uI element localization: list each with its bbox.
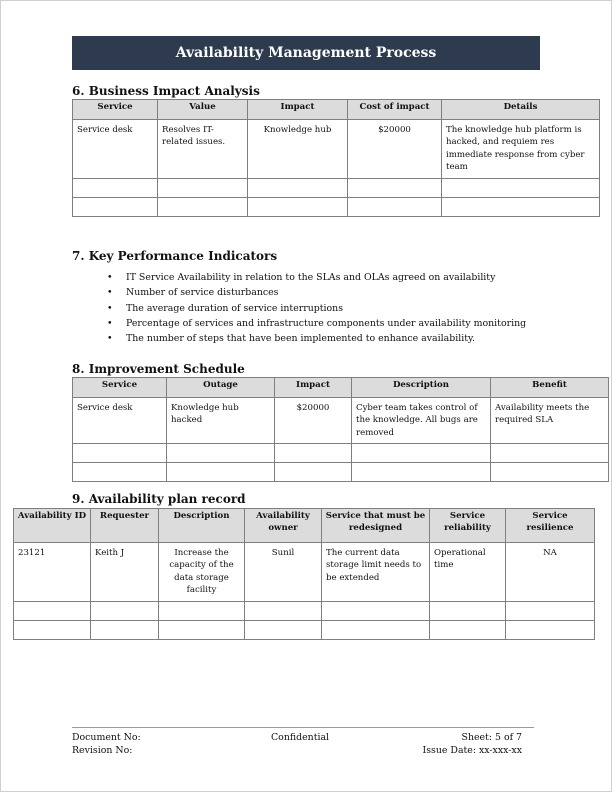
list-item: • Percentage of services and infrastructure components under availability monitoring (107, 317, 527, 329)
column-header: Benefit (491, 378, 609, 398)
table-cell: Resolves IT-related issues. (158, 120, 248, 179)
table-cell: The current data storage limit needs to be extended (322, 543, 430, 602)
table-cell: Availability meets the required SLA (491, 398, 609, 444)
table-row (73, 398, 609, 444)
footer-document-no: Document No: (72, 732, 141, 743)
column-header: Description (352, 378, 491, 398)
footer-issue-date: Issue Date: xx-xxx-xx (422, 745, 522, 756)
table-row-empty (73, 197, 600, 216)
table-row-empty (14, 620, 595, 639)
column-header: Outage (167, 378, 275, 398)
column-header: Service resilience (506, 509, 595, 543)
list-item-text: The average duration of service interruptions (126, 302, 344, 314)
table-header-row (14, 509, 595, 543)
table-cell: Sunil (245, 543, 322, 602)
table-cell: The knowledge hub platform is hacked, and requiem res immediate response from cyber team (442, 120, 600, 179)
column-header: Availability owner (245, 509, 322, 543)
table-row-empty (14, 601, 595, 620)
list-item: • The average duration of service interruptions (107, 302, 344, 314)
column-header: Service reliability (430, 509, 506, 543)
table-row-empty (73, 444, 609, 463)
document-title: Availability Management Process (72, 36, 540, 70)
column-header: Details (442, 100, 600, 120)
column-header: Value (158, 100, 248, 120)
table-cell: Service desk (73, 398, 167, 444)
table-header-row (73, 100, 600, 120)
table-cell: $20000 (275, 398, 352, 444)
table-cell: 23121 (14, 543, 91, 602)
list-item: • The number of steps that have been implemented to enhance availability. (107, 333, 476, 345)
table-cell: Keith J (91, 543, 159, 602)
column-header: Impact (275, 378, 352, 398)
table-cell: Increase the capacity of the data storage facility (159, 543, 245, 602)
table-cell: Cyber team takes control of the knowledge. All bugs are removed (352, 398, 491, 444)
table-row-empty (73, 178, 600, 197)
table-header-row (73, 378, 609, 398)
list-item-text: The number of steps that have been implemented to enhance availability. (126, 333, 476, 345)
improvement-schedule-table (72, 377, 609, 482)
list-item-text: Number of service disturbances (126, 287, 279, 299)
table-cell: Service desk (73, 120, 158, 179)
table-cell: NA (506, 543, 595, 602)
table-cell: Knowledge hub hacked (167, 398, 275, 444)
column-header: Requester (91, 509, 159, 543)
section-9-title: 9. Availability plan record (72, 492, 246, 506)
table-row (73, 120, 600, 179)
footer-confidential: Confidential (271, 732, 330, 743)
business-impact-table (72, 99, 600, 217)
table-row (14, 543, 595, 602)
column-header: Availability ID (14, 509, 91, 543)
section-6-title: 6. Business Impact Analysis (72, 84, 260, 98)
footer-sheet: Sheet: 5 of 7 (461, 732, 522, 743)
list-item: • Number of service disturbances (107, 287, 279, 299)
list-item: • IT Service Availability in relation to the SLAs and OLAs agreed on availability (107, 272, 496, 283)
table-cell: Operational time (430, 543, 506, 602)
list-item-text: Percentage of services and infrastructure components under availability monitoring (126, 317, 527, 329)
kpi-list (107, 270, 526, 346)
table-row-empty (73, 463, 609, 482)
section-8-title: 8. Improvement Schedule (72, 362, 245, 376)
column-header: Impact (248, 100, 348, 120)
table-cell: $20000 (348, 120, 442, 179)
list-item-text: IT Service Availability in relation to the SLAs and OLAs agreed on availability (126, 272, 496, 283)
table-cell: Knowledge hub (248, 120, 348, 179)
availability-plan-table (13, 508, 595, 640)
section-7-title: 7. Key Performance Indicators (72, 249, 278, 263)
column-header: Service that must be redesigned (322, 509, 430, 543)
footer-divider (72, 727, 534, 728)
column-header: Cost of impact (348, 100, 442, 120)
column-header: Service (73, 378, 167, 398)
column-header: Description (159, 509, 245, 543)
column-header: Service (73, 100, 158, 120)
footer-revision-no: Revision No: (72, 745, 133, 756)
